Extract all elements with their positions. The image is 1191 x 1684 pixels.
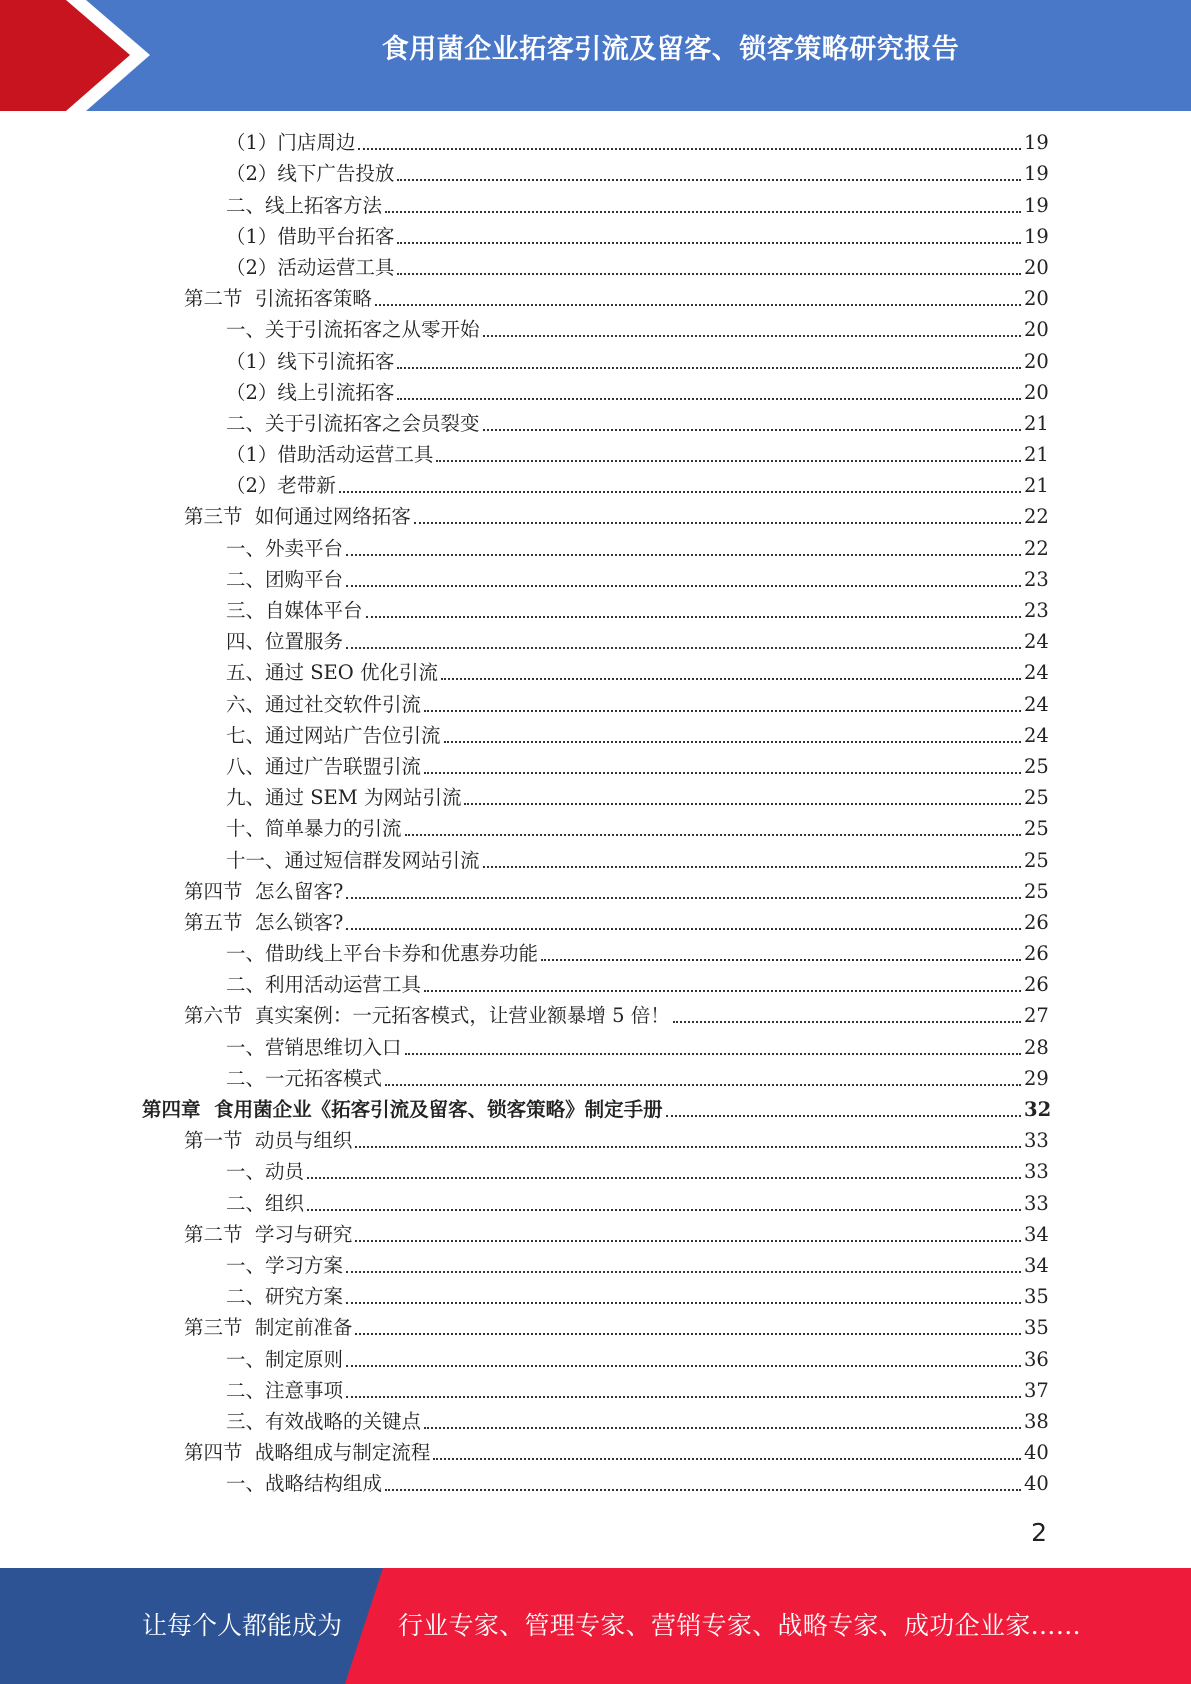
toc-entry-title: 二、团购平台 [226, 567, 344, 591]
toc-dot-leader [355, 1333, 1021, 1335]
page-header [0, 0, 1191, 111]
toc-dot-leader [424, 990, 1021, 992]
toc-entry-page: 19 [1024, 224, 1049, 248]
toc-entry-page: 27 [1024, 1004, 1049, 1028]
toc-entry[interactable] [0, 252, 1191, 283]
toc-entry-title: 一、借助线上平台卡券和优惠券功能 [226, 942, 539, 966]
toc-entry[interactable] [0, 1406, 1191, 1437]
toc-entry[interactable] [0, 470, 1191, 501]
toc-entry-page: 25 [1024, 879, 1049, 903]
toc-entry-page: 40 [1024, 1472, 1049, 1496]
toc-entry-page: 20 [1024, 318, 1049, 342]
toc-entry-title: 五、通过 SEO 优化引流 [226, 661, 438, 685]
toc-dot-leader [483, 335, 1021, 337]
toc-entry-page: 26 [1024, 910, 1049, 934]
toc-entry[interactable] [0, 1281, 1191, 1312]
toc-entry-title: 二、组织 [226, 1191, 305, 1215]
toc-entry-page: 20 [1024, 380, 1049, 404]
toc-entry-page: 21 [1024, 474, 1049, 498]
toc-dot-leader [424, 1427, 1021, 1429]
toc-entry-title: 二、一元拓客模式 [226, 1066, 383, 1090]
toc-dot-leader [424, 710, 1021, 712]
toc-dot-leader [397, 242, 1021, 244]
toc-entry-page: 33 [1024, 1191, 1049, 1215]
toc-entry-page: 22 [1024, 536, 1049, 560]
toc-entry-page: 24 [1024, 692, 1049, 716]
toc-entry-page: 36 [1024, 1347, 1049, 1371]
toc-entry-title: （2）线下广告投放 [226, 162, 395, 186]
toc-dot-leader [385, 1489, 1021, 1491]
toc-dot-leader [673, 1021, 1021, 1023]
toc-entry-title: 二、利用活动运营工具 [226, 973, 422, 997]
toc-entry-title: 一、学习方案 [226, 1253, 344, 1277]
toc-entry[interactable] [0, 626, 1191, 657]
toc-entry-page: 19 [1024, 193, 1049, 217]
toc-entry-page: 23 [1024, 567, 1049, 591]
toc-entry[interactable] [0, 1250, 1191, 1281]
toc-entry-title: 七、通过网站广告位引流 [226, 723, 441, 747]
toc-dot-leader [433, 1458, 1021, 1460]
toc-entry[interactable] [0, 782, 1191, 813]
toc-entry-title: （1）借助平台拓客 [226, 224, 395, 248]
toc-entry-page: 25 [1024, 817, 1049, 841]
toc-dot-leader [346, 1396, 1021, 1398]
toc-dot-leader [346, 585, 1021, 587]
toc-entry-title: 二、注意事项 [226, 1378, 344, 1402]
toc-entry[interactable] [0, 1312, 1191, 1343]
toc-dot-leader [441, 678, 1021, 680]
toc-entry[interactable] [0, 1187, 1191, 1218]
toc-entry[interactable] [0, 907, 1191, 938]
toc-entry-page: 24 [1024, 630, 1049, 654]
toc-entry-title: （1）门店周边 [226, 131, 356, 155]
toc-entry[interactable] [0, 1000, 1191, 1031]
toc-entry[interactable] [0, 1437, 1191, 1468]
toc-dot-leader [385, 1084, 1021, 1086]
toc-dot-leader [339, 491, 1021, 493]
toc-entry-title: 第四节 怎么留客? [184, 879, 344, 903]
toc-entry-page: 20 [1024, 349, 1049, 373]
toc-entry-title: 第五节 怎么锁客? [184, 910, 344, 934]
toc-entry-page: 24 [1024, 661, 1049, 685]
toc-entry-page: 35 [1024, 1285, 1049, 1309]
toc-entry-title: （2）活动运营工具 [226, 255, 395, 279]
toc-dot-leader [355, 1240, 1021, 1242]
toc-dot-leader [346, 647, 1021, 649]
toc-entry[interactable] [0, 1343, 1191, 1374]
toc-dot-leader [346, 554, 1021, 556]
toc-entry-page: 34 [1024, 1253, 1049, 1277]
toc-entry[interactable] [0, 127, 1191, 158]
toc-dot-leader [346, 1271, 1021, 1273]
toc-entry-title: 十一、通过短信群发网站引流 [226, 848, 480, 872]
toc-entry-title: 第三节 如何通过网络拓客 [184, 505, 411, 529]
toc-entry-title: 一、战略结构组成 [226, 1472, 383, 1496]
toc-entry-page: 26 [1024, 973, 1049, 997]
toc-entry[interactable] [0, 1156, 1191, 1187]
toc-entry-page: 25 [1024, 848, 1049, 872]
toc-dot-leader [397, 179, 1021, 181]
toc-entry[interactable] [0, 844, 1191, 875]
toc-entry[interactable] [0, 1094, 1191, 1125]
toc-entry-page: 26 [1024, 942, 1049, 966]
toc-entry-page: 21 [1024, 443, 1049, 467]
toc-entry-title: 二、线上拓客方法 [226, 193, 383, 217]
toc-entry[interactable] [0, 532, 1191, 563]
toc-entry[interactable] [0, 439, 1191, 470]
toc-entry-title: 第四章 食用菌企业《拓客引流及留客、锁客策略》制定手册 [142, 1098, 663, 1121]
toc-dot-leader [346, 1302, 1021, 1304]
toc-dot-leader [405, 1053, 1021, 1055]
toc-entry[interactable] [0, 408, 1191, 439]
toc-dot-leader [483, 866, 1021, 868]
toc-entry[interactable] [0, 501, 1191, 532]
toc-entry[interactable] [0, 377, 1191, 408]
toc-dot-leader [666, 1115, 1021, 1117]
toc-entry[interactable] [0, 1219, 1191, 1250]
toc-dot-leader [358, 148, 1021, 150]
toc-entry-page: 19 [1024, 131, 1049, 155]
toc-entry-title: （2）老带新 [226, 474, 336, 498]
toc-dot-leader [414, 522, 1021, 524]
toc-entry-title: 第六节 真实案例：一元拓客模式，让营业额暴增 5 倍！ [184, 1004, 670, 1028]
toc-entry-title: 三、自媒体平台 [226, 599, 363, 622]
toc-entry-page: 25 [1024, 754, 1049, 778]
toc-entry[interactable] [0, 1063, 1191, 1094]
header-arrow-decoration [0, 0, 160, 111]
toc-entry-title: （2）线上引流拓客 [226, 380, 395, 404]
toc-entry-page: 34 [1024, 1222, 1049, 1246]
toc-dot-leader [385, 211, 1021, 213]
toc-dot-leader [541, 959, 1021, 961]
toc-dot-leader [397, 273, 1021, 275]
toc-entry-title: 九、通过 SEM 为网站引流 [226, 786, 462, 810]
toc-entry[interactable] [0, 876, 1191, 907]
toc-dot-leader [397, 367, 1021, 369]
toc-entry-title: 三、有效战略的关键点 [226, 1409, 422, 1433]
toc-entry-page: 37 [1024, 1378, 1049, 1402]
toc-entry-page: 22 [1024, 505, 1049, 529]
toc-entry[interactable] [0, 688, 1191, 719]
toc-entry-title: （1）借助活动运营工具 [226, 443, 434, 467]
toc-dot-leader [444, 741, 1021, 743]
toc-entry-page: 32 [1024, 1098, 1052, 1121]
toc-entry-title: 第二节 引流拓客策略 [184, 287, 372, 311]
toc-entry[interactable] [0, 345, 1191, 376]
toc-entry[interactable] [0, 564, 1191, 595]
document-title: 食用菌企业拓客引流及留客、锁客策略研究报告 [381, 34, 960, 65]
toc-entry-page: 33 [1024, 1160, 1049, 1184]
page-footer [0, 1568, 1191, 1684]
toc-entry[interactable] [0, 189, 1191, 220]
toc-entry[interactable] [0, 1375, 1191, 1406]
toc-entry-title: （1）线下引流拓客 [226, 349, 395, 373]
toc-entry-page: 35 [1024, 1316, 1049, 1340]
toc-entry[interactable] [0, 657, 1191, 688]
toc-entry[interactable] [0, 969, 1191, 1000]
toc-entry-title: 第三节 制定前准备 [184, 1316, 353, 1340]
toc-entry-page: 28 [1024, 1035, 1049, 1059]
toc-entry-title: 四、位置服务 [226, 630, 344, 654]
toc-entry-title: 第一节 动员与组织 [184, 1129, 353, 1153]
toc-dot-leader [483, 429, 1021, 431]
toc-entry-title: 十、简单暴力的引流 [226, 817, 402, 841]
toc-entry[interactable] [0, 595, 1191, 626]
toc-dot-leader [366, 616, 1021, 618]
toc-entry-page: 20 [1024, 255, 1049, 279]
toc-entry-page: 38 [1024, 1409, 1049, 1433]
toc-dot-leader [424, 772, 1021, 774]
toc-entry[interactable] [0, 751, 1191, 782]
toc-dot-leader [397, 398, 1021, 400]
toc-entry-page: 20 [1024, 287, 1049, 311]
toc-dot-leader [346, 897, 1021, 899]
toc-entry-page: 40 [1024, 1441, 1049, 1465]
toc-entry-title: 一、关于引流拓客之从零开始 [226, 318, 480, 342]
toc-entry-page: 25 [1024, 786, 1049, 810]
toc-entry-title: 二、研究方案 [226, 1285, 344, 1309]
toc-entry-title: 六、通过社交软件引流 [226, 692, 422, 716]
toc-entry-title: 第二节 学习与研究 [184, 1222, 353, 1246]
toc-dot-leader [355, 1146, 1021, 1148]
toc-entry-page: 21 [1024, 411, 1049, 435]
toc-entry[interactable] [0, 283, 1191, 314]
toc-entry[interactable] [0, 158, 1191, 189]
toc-entry-title: 一、营销思维切入口 [226, 1035, 402, 1059]
toc-entry-title: 二、关于引流拓客之会员裂变 [226, 411, 480, 435]
page-number: 2 [1031, 1518, 1047, 1547]
toc-entry[interactable] [0, 813, 1191, 844]
toc-dot-leader [464, 803, 1021, 805]
toc-entry-page: 19 [1024, 162, 1049, 186]
toc-entry[interactable] [0, 938, 1191, 969]
toc-dot-leader [307, 1209, 1021, 1211]
toc-dot-leader [346, 928, 1021, 930]
footer-slogan-right: 行业专家、管理专家、营销专家、战略专家、成功企业家…… [398, 1611, 1082, 1640]
toc-entry-page: 24 [1024, 723, 1049, 747]
toc-dot-leader [346, 1365, 1021, 1367]
table-of-contents [0, 127, 1191, 1499]
toc-entry[interactable] [0, 720, 1191, 751]
toc-entry-title: 第四节 战略组成与制定流程 [184, 1441, 431, 1465]
toc-entry[interactable] [0, 1125, 1191, 1156]
toc-entry-page: 33 [1024, 1129, 1049, 1153]
toc-entry[interactable] [0, 221, 1191, 252]
toc-entry[interactable] [0, 314, 1191, 345]
footer-slogan-left: 让每个人都能成为 [142, 1611, 343, 1640]
toc-dot-leader [375, 304, 1021, 306]
toc-entry[interactable] [0, 1468, 1191, 1499]
toc-entry-title: 一、制定原则 [226, 1347, 344, 1371]
toc-dot-leader [307, 1177, 1021, 1179]
toc-entry-page: 29 [1024, 1066, 1049, 1090]
toc-entry[interactable] [0, 1031, 1191, 1062]
toc-entry-title: 八、通过广告联盟引流 [226, 754, 422, 778]
toc-entry-title: 一、动员 [226, 1160, 305, 1184]
toc-dot-leader [405, 834, 1021, 836]
toc-entry-title: 一、外卖平台 [226, 536, 344, 560]
toc-entry-page: 23 [1024, 599, 1049, 622]
toc-dot-leader [436, 460, 1021, 462]
